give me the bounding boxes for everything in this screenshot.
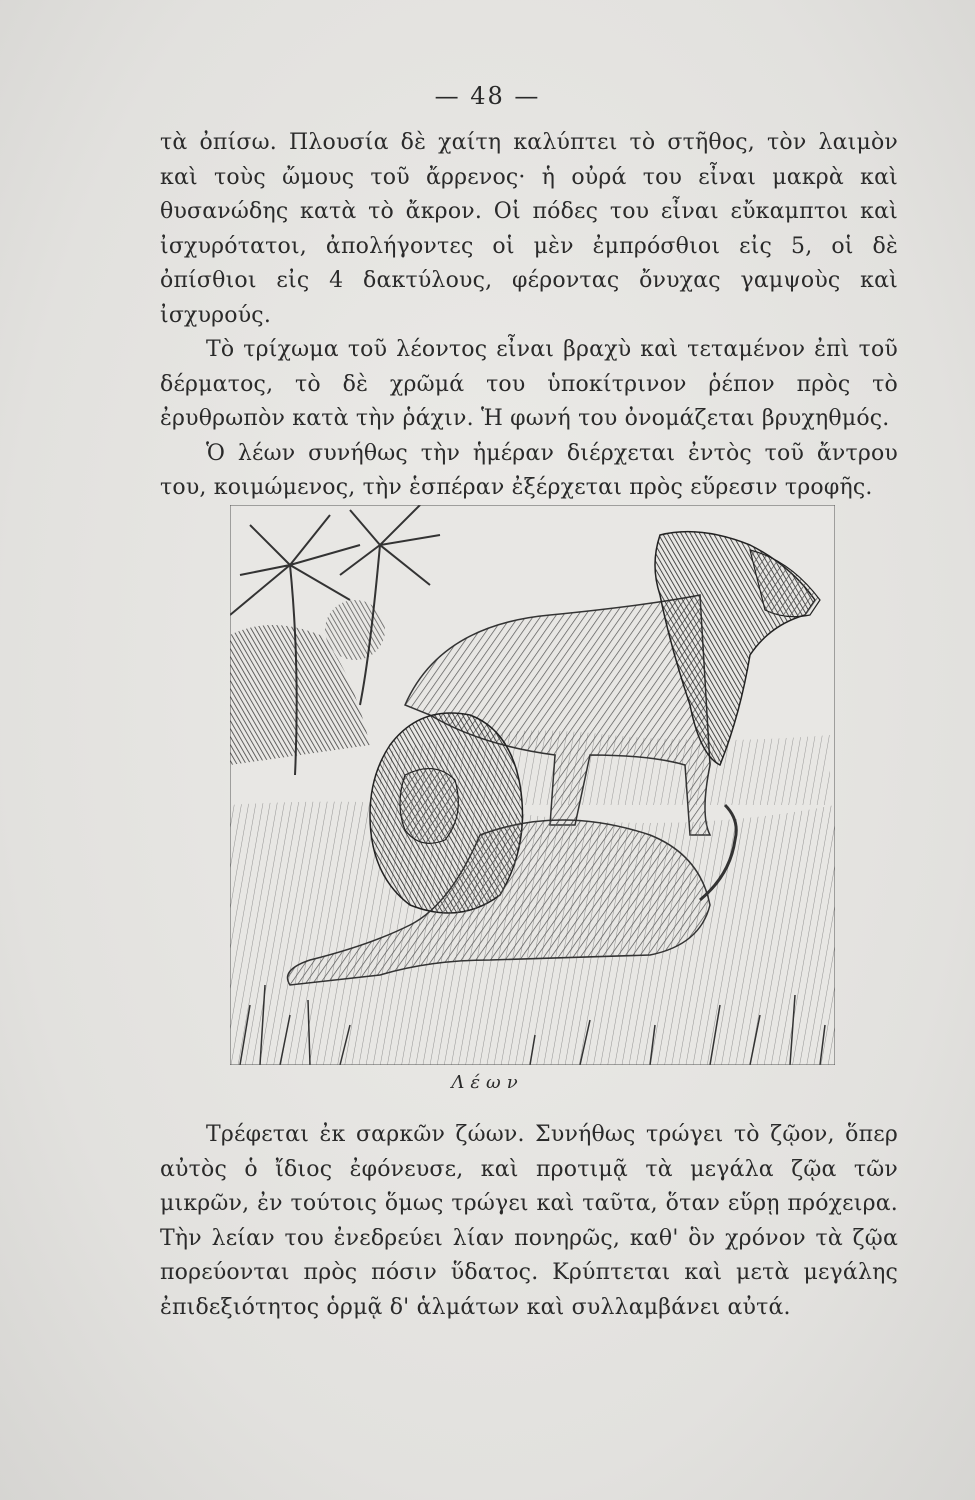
- text-block-top: [160, 126, 898, 506]
- paragraph: Ὁ λέων συνήθως τὴν ἡμέραν διέρχεται ἐντὸς τοῦ ἄντρου του, κοιμώμενος, τὴν ἑσπέραν ἐξέρχεται πρὸς εὕρεσιν τροφῆς.: [160, 440, 898, 500]
- figure-caption: Λέων: [451, 1072, 524, 1093]
- paragraph: Τὸ τρίχωμα τοῦ λέοντος εἶναι βραχὺ καὶ τεταμένον ἐπὶ τοῦ δέρματος, τὸ δὲ χρῶμά του ὑποκίτρινον ῥέπον πρὸς τὸ ἐρυθρωπὸν κατὰ τὴν ῥάχιν. Ἡ φωνή του ὀνομάζεται βρυχηθμός.: [160, 337, 898, 431]
- lion-engraving-figure: [230, 505, 835, 1065]
- lion-engraving-icon: [230, 505, 835, 1065]
- paragraph: τὰ ὀπίσω. Πλουσία δὲ χαίτη καλύπτει τὸ στῆθος, τὸν λαιμὸν καὶ τοὺς ὤμους τοῦ ἄρρενος· ἡ οὐρά του εἶναι μακρὰ καὶ θυσανώδης κατὰ τὸ ἄκρον. Οἱ πόδες του εἶναι εὔκαμπτοι καὶ ἰσχυρότατοι, ἀπολήγοντες οἱ μὲν ἐμπρόσθιοι εἰς 5, οἱ δὲ ὀπίσθιοι εἰς 4 δακτύλους, φέροντας ὄνυχας γαμψοὺς καὶ ἰσχυρούς.: [160, 130, 898, 328]
- page-number: — 48 —: [434, 82, 541, 110]
- text-block-bottom: [160, 1118, 898, 1325]
- paragraph: Τρέφεται ἐκ σαρκῶν ζώων. Συνήθως τρώγει τὸ ζῷον, ὅπερ αὐτὸς ὁ ἴδιος ἐφόνευσε, καὶ προτιμᾷ τὰ μεγάλα ζῷα τῶν μικρῶν, ἐν τούτοις ὅμως τρώγει καὶ ταῦτα, ὅταν εὕρῃ πρόχειρα. Τὴν λείαν του ἐνεδρεύει λίαν πονηρῶς, καθ' ὃν χρόνον τὰ ζῷα πορεύονται πρὸς πόσιν ὕδατος. Κρύπτεται καὶ μετὰ μεγάλης ἐπιδεξιότητος ὁρμᾷ δ' ἁλμάτων καὶ συλλαμβάνει αὐτά.: [160, 1122, 898, 1320]
